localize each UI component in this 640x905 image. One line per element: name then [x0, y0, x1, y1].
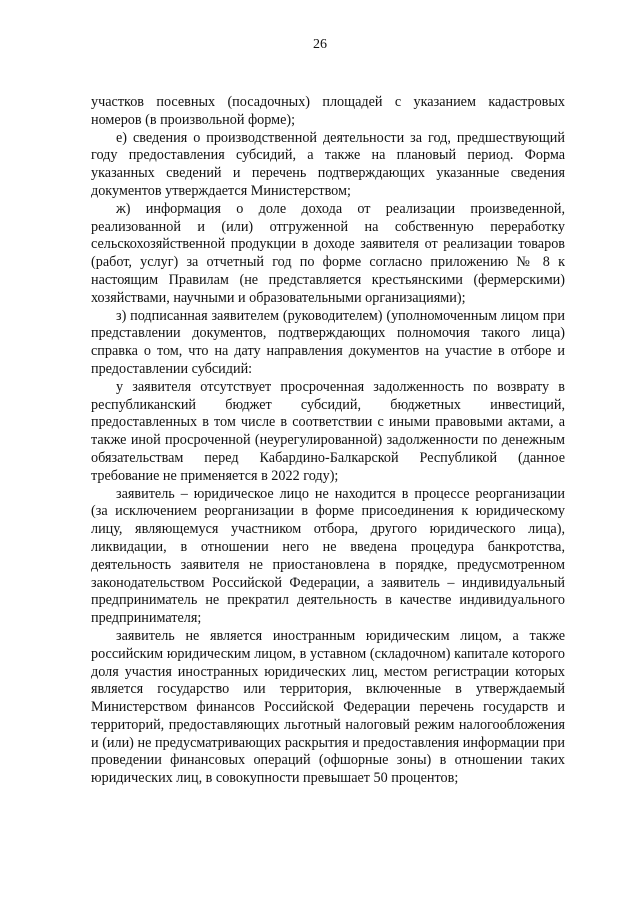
- paragraph-no-reorganization: заявитель – юридическое лицо не находится в процессе реорганизации (за исключением реорганизации в форме присоединения к юридическому лицу, являющемуся участником отбора, другого юридического лица), ликвидации, в отношении него не введена процедура банкротства, деятельность заявителя не приостановлена в порядке, предусмотренном законодательством Российской Федерации, а заявитель – индивидуальный предприниматель не прекратил деятельность в качестве индивидуального предпринимателя;: [91, 485, 565, 627]
- paragraph-item-zh: ж) информация о доле дохода от реализации произведенной, реализованной и (или) отгруженной на собственную переработку сельскохозяйственной продукции в доходе заявителя от реализации товаров (работ, услуг) за отчетный год по форме согласно приложению № 8 к настоящим Правилам (не представляется крестьянскими (фермерскими) хозяйствами, научными и образовательными организациями);: [91, 200, 565, 306]
- paragraph-no-overdue-debt: у заявителя отсутствует просроченная задолженность по возврату в республиканский бюджет субсидий, бюджетных инвестиций, предоставленных в том числе в соответствии с иными правовыми актами, а также иной просроченной (неурегулированной) задолженности по денежным обязательствам перед Кабардино-Балкарской Республикой (данное требование не применяется в 2022 году);: [91, 378, 565, 484]
- paragraph-item-z: з) подписанная заявителем (руководителем) (уполномоченным лицом при представлении документов, подтверждающих полномочия такого лица) справка о том, что на дату направления документов на участие в отборе и предоставлении субсидий:: [91, 307, 565, 377]
- paragraph-item-e: е) сведения о производственной деятельности за год, предшествующий году предоставления субсидий, а также на плановый период. Форма указанных сведений и перечень подтверждающих указанные сведения документов утверждается Министерством;: [91, 129, 565, 199]
- page-number: 26: [313, 37, 327, 52]
- document-body: [91, 94, 565, 788]
- paragraph-not-foreign-entity: заявитель не является иностранным юридическим лицом, а также российским юридическим лицом, в уставном (складочном) капитале которого доля участия иностранных юридических лиц, местом регистрации которых является государство или территория, включенные в утверждаемый Министерством финансов Российской Федерации перечень государств и территорий, предоставляющих льготный налоговый режим налогообложения и (или) не предусматривающих раскрытия и предоставления информации при проведении финансовых операций (офшорные зоны) в отношении таких юридических лиц, в совокупности превышает 50 процентов;: [91, 627, 565, 787]
- paragraph-cadastral-continuation: участков посевных (посадочных) площадей с указанием кадастровых номеров (в произвольной форме);: [91, 94, 565, 128]
